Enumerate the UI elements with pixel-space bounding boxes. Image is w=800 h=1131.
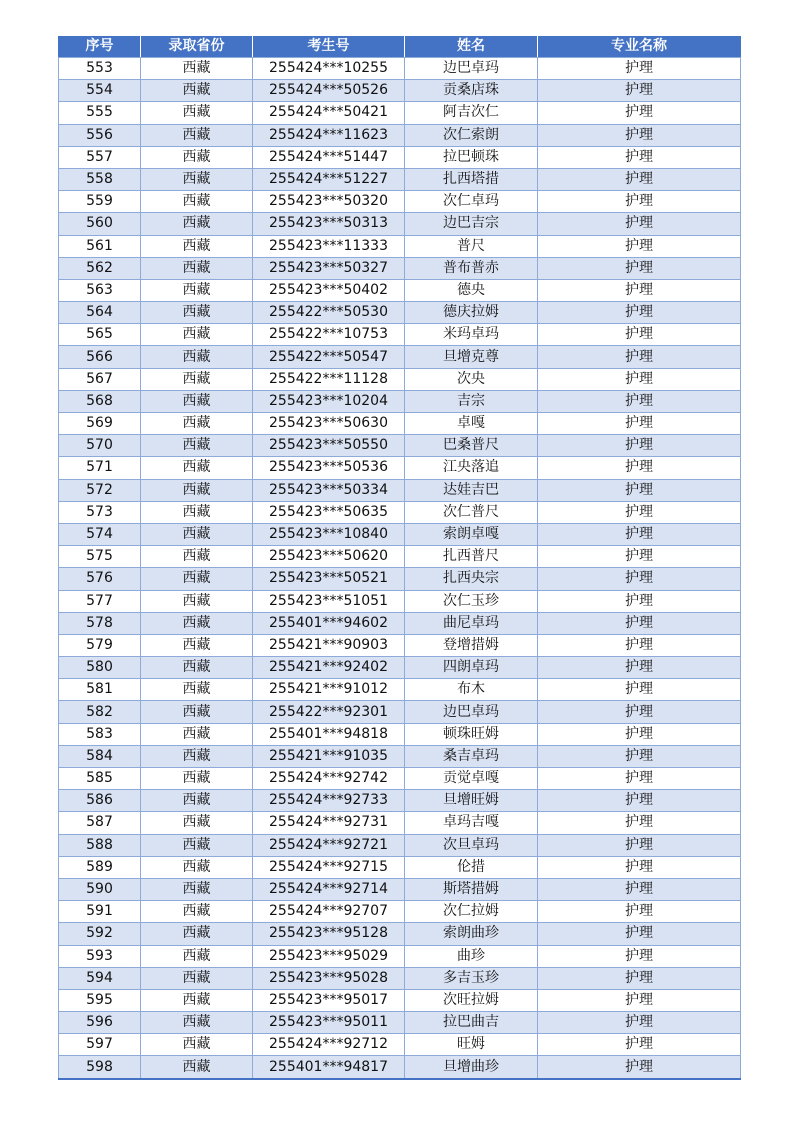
table-row: [59, 501, 741, 523]
name-cell: 次仁玉珍: [405, 590, 538, 612]
province-cell: 西藏: [141, 58, 253, 80]
province-cell: 西藏: [141, 634, 253, 656]
province-cell: 西藏: [141, 923, 253, 945]
table-row: [59, 168, 741, 190]
province-cell: 西藏: [141, 812, 253, 834]
table-row: [59, 191, 741, 213]
major-cell: 护理: [538, 657, 741, 679]
table-row: [59, 146, 741, 168]
major-cell: 护理: [538, 1056, 741, 1079]
major-cell: 护理: [538, 168, 741, 190]
province-cell: 西藏: [141, 146, 253, 168]
candidate-number-cell: 255421***91035: [253, 745, 405, 767]
candidate-number-cell: 255423***50320: [253, 191, 405, 213]
name-cell: 次仁索朗: [405, 124, 538, 146]
name-cell: 布木: [405, 679, 538, 701]
serial-number-cell: 586: [59, 790, 141, 812]
candidate-number-cell: 255423***11333: [253, 235, 405, 257]
header-candidate-number: 考生号: [253, 36, 405, 58]
candidate-number-cell: 255424***51447: [253, 146, 405, 168]
table-row: [59, 723, 741, 745]
table-row: [59, 812, 741, 834]
table-row: [59, 457, 741, 479]
name-cell: 边巴卓玛: [405, 58, 538, 80]
serial-number-cell: 570: [59, 435, 141, 457]
name-cell: 次仁普尺: [405, 501, 538, 523]
candidate-number-cell: 255423***51051: [253, 590, 405, 612]
serial-number-cell: 569: [59, 413, 141, 435]
name-cell: 边巴卓玛: [405, 701, 538, 723]
province-cell: 西藏: [141, 679, 253, 701]
admission-table: [58, 36, 741, 1080]
province-cell: 西藏: [141, 590, 253, 612]
province-cell: 西藏: [141, 479, 253, 501]
name-cell: 德庆拉姆: [405, 302, 538, 324]
province-cell: 西藏: [141, 124, 253, 146]
candidate-number-cell: 255423***10840: [253, 523, 405, 545]
header-major: 专业名称: [538, 36, 741, 58]
serial-number-cell: 562: [59, 257, 141, 279]
province-cell: 西藏: [141, 435, 253, 457]
name-cell: 扎西央宗: [405, 568, 538, 590]
name-cell: 贡觉卓嘎: [405, 768, 538, 790]
serial-number-cell: 563: [59, 279, 141, 301]
table-row: [59, 745, 741, 767]
province-cell: 西藏: [141, 568, 253, 590]
serial-number-cell: 583: [59, 723, 141, 745]
province-cell: 西藏: [141, 501, 253, 523]
table-row: [59, 989, 741, 1011]
name-cell: 次仁拉姆: [405, 901, 538, 923]
major-cell: 护理: [538, 745, 741, 767]
province-cell: 西藏: [141, 390, 253, 412]
major-cell: 护理: [538, 390, 741, 412]
major-cell: 护理: [538, 878, 741, 900]
candidate-number-cell: 255424***92707: [253, 901, 405, 923]
name-cell: 扎西塔措: [405, 168, 538, 190]
table-row: [59, 657, 741, 679]
province-cell: 西藏: [141, 302, 253, 324]
name-cell: 次旺拉姆: [405, 989, 538, 1011]
major-cell: 护理: [538, 634, 741, 656]
serial-number-cell: 589: [59, 856, 141, 878]
table-row: [59, 213, 741, 235]
province-cell: 西藏: [141, 523, 253, 545]
serial-number-cell: 564: [59, 302, 141, 324]
table-row: [59, 856, 741, 878]
serial-number-cell: 591: [59, 901, 141, 923]
major-cell: 护理: [538, 790, 741, 812]
table-row: [59, 1012, 741, 1034]
candidate-number-cell: 255424***92731: [253, 812, 405, 834]
serial-number-cell: 558: [59, 168, 141, 190]
table-row: [59, 523, 741, 545]
major-cell: 护理: [538, 546, 741, 568]
name-cell: 桑吉卓玛: [405, 745, 538, 767]
candidate-number-cell: 255421***92402: [253, 657, 405, 679]
table-row: [59, 390, 741, 412]
name-cell: 次旦卓玛: [405, 834, 538, 856]
candidate-number-cell: 255423***50550: [253, 435, 405, 457]
name-cell: 伦措: [405, 856, 538, 878]
candidate-number-cell: 255401***94818: [253, 723, 405, 745]
name-cell: 德央: [405, 279, 538, 301]
major-cell: 护理: [538, 235, 741, 257]
candidate-number-cell: 255423***95128: [253, 923, 405, 945]
header-name: 姓名: [405, 36, 538, 58]
table-row: [59, 967, 741, 989]
major-cell: 护理: [538, 435, 741, 457]
serial-number-cell: 568: [59, 390, 141, 412]
major-cell: 护理: [538, 80, 741, 102]
serial-number-cell: 561: [59, 235, 141, 257]
province-cell: 西藏: [141, 967, 253, 989]
serial-number-cell: 596: [59, 1012, 141, 1034]
serial-number-cell: 554: [59, 80, 141, 102]
table-row: [59, 346, 741, 368]
serial-number-cell: 579: [59, 634, 141, 656]
candidate-number-cell: 255423***50630: [253, 413, 405, 435]
province-cell: 西藏: [141, 279, 253, 301]
serial-number-cell: 553: [59, 58, 141, 80]
province-cell: 西藏: [141, 1056, 253, 1079]
admission-table-container: [58, 36, 740, 1080]
table-row: [59, 1056, 741, 1079]
name-cell: 达娃吉巴: [405, 479, 538, 501]
name-cell: 旦增曲珍: [405, 1056, 538, 1079]
table-row: [59, 102, 741, 124]
major-cell: 护理: [538, 146, 741, 168]
province-cell: 西藏: [141, 457, 253, 479]
candidate-number-cell: 255423***50327: [253, 257, 405, 279]
table-row: [59, 568, 741, 590]
name-cell: 吉宗: [405, 390, 538, 412]
serial-number-cell: 559: [59, 191, 141, 213]
name-cell: 次央: [405, 368, 538, 390]
header-serial-number: 序号: [59, 36, 141, 58]
serial-number-cell: 571: [59, 457, 141, 479]
serial-number-cell: 595: [59, 989, 141, 1011]
table-row: [59, 368, 741, 390]
serial-number-cell: 597: [59, 1034, 141, 1056]
major-cell: 护理: [538, 1034, 741, 1056]
candidate-number-cell: 255423***10204: [253, 390, 405, 412]
candidate-number-cell: 255423***50620: [253, 546, 405, 568]
province-cell: 西藏: [141, 102, 253, 124]
province-cell: 西藏: [141, 80, 253, 102]
name-cell: 贡桑店珠: [405, 80, 538, 102]
table-row: [59, 634, 741, 656]
candidate-number-cell: 255421***90903: [253, 634, 405, 656]
major-cell: 护理: [538, 102, 741, 124]
name-cell: 旦增旺姆: [405, 790, 538, 812]
candidate-number-cell: 255424***92721: [253, 834, 405, 856]
major-cell: 护理: [538, 945, 741, 967]
name-cell: 拉巴顿珠: [405, 146, 538, 168]
candidate-number-cell: 255423***50536: [253, 457, 405, 479]
table-row: [59, 124, 741, 146]
major-cell: 护理: [538, 368, 741, 390]
name-cell: 旺姆: [405, 1034, 538, 1056]
province-cell: 西藏: [141, 945, 253, 967]
table-header: [59, 36, 741, 58]
table-row: [59, 945, 741, 967]
serial-number-cell: 584: [59, 745, 141, 767]
major-cell: 护理: [538, 923, 741, 945]
province-cell: 西藏: [141, 257, 253, 279]
province-cell: 西藏: [141, 612, 253, 634]
candidate-number-cell: 255423***50313: [253, 213, 405, 235]
header-admission-province: 录取省份: [141, 36, 253, 58]
province-cell: 西藏: [141, 657, 253, 679]
table-row: [59, 590, 741, 612]
table-row: [59, 701, 741, 723]
name-cell: 次仁卓玛: [405, 191, 538, 213]
major-cell: 护理: [538, 989, 741, 1011]
serial-number-cell: 566: [59, 346, 141, 368]
header-row: [59, 36, 741, 58]
candidate-number-cell: 255424***50421: [253, 102, 405, 124]
candidate-number-cell: 255424***11623: [253, 124, 405, 146]
candidate-number-cell: 255424***51227: [253, 168, 405, 190]
table-row: [59, 834, 741, 856]
name-cell: 索朗曲珍: [405, 923, 538, 945]
table-row: [59, 302, 741, 324]
major-cell: 护理: [538, 279, 741, 301]
major-cell: 护理: [538, 590, 741, 612]
province-cell: 西藏: [141, 745, 253, 767]
major-cell: 护理: [538, 457, 741, 479]
major-cell: 护理: [538, 413, 741, 435]
serial-number-cell: 556: [59, 124, 141, 146]
table-row: [59, 58, 741, 80]
province-cell: 西藏: [141, 324, 253, 346]
name-cell: 曲尼卓玛: [405, 612, 538, 634]
table-row: [59, 612, 741, 634]
table-row: [59, 1034, 741, 1056]
major-cell: 护理: [538, 679, 741, 701]
major-cell: 护理: [538, 834, 741, 856]
name-cell: 普尺: [405, 235, 538, 257]
major-cell: 护理: [538, 612, 741, 634]
province-cell: 西藏: [141, 413, 253, 435]
candidate-number-cell: 255423***50521: [253, 568, 405, 590]
province-cell: 西藏: [141, 235, 253, 257]
province-cell: 西藏: [141, 723, 253, 745]
table-row: [59, 80, 741, 102]
province-cell: 西藏: [141, 701, 253, 723]
major-cell: 护理: [538, 479, 741, 501]
name-cell: 登增措姆: [405, 634, 538, 656]
table-row: [59, 257, 741, 279]
major-cell: 护理: [538, 967, 741, 989]
table-body: [59, 58, 741, 1079]
serial-number-cell: 585: [59, 768, 141, 790]
candidate-number-cell: 255424***50526: [253, 80, 405, 102]
major-cell: 护理: [538, 124, 741, 146]
candidate-number-cell: 255422***10753: [253, 324, 405, 346]
serial-number-cell: 580: [59, 657, 141, 679]
major-cell: 护理: [538, 324, 741, 346]
candidate-number-cell: 255422***11128: [253, 368, 405, 390]
serial-number-cell: 555: [59, 102, 141, 124]
province-cell: 西藏: [141, 546, 253, 568]
province-cell: 西藏: [141, 368, 253, 390]
name-cell: 江央落追: [405, 457, 538, 479]
province-cell: 西藏: [141, 1034, 253, 1056]
province-cell: 西藏: [141, 191, 253, 213]
province-cell: 西藏: [141, 768, 253, 790]
serial-number-cell: 578: [59, 612, 141, 634]
major-cell: 护理: [538, 191, 741, 213]
major-cell: 护理: [538, 723, 741, 745]
major-cell: 护理: [538, 58, 741, 80]
major-cell: 护理: [538, 257, 741, 279]
major-cell: 护理: [538, 346, 741, 368]
serial-number-cell: 567: [59, 368, 141, 390]
serial-number-cell: 594: [59, 967, 141, 989]
candidate-number-cell: 255401***94817: [253, 1056, 405, 1079]
candidate-number-cell: 255423***95011: [253, 1012, 405, 1034]
table-row: [59, 901, 741, 923]
serial-number-cell: 590: [59, 878, 141, 900]
serial-number-cell: 592: [59, 923, 141, 945]
candidate-number-cell: 255422***50530: [253, 302, 405, 324]
name-cell: 卓嘎: [405, 413, 538, 435]
province-cell: 西藏: [141, 856, 253, 878]
province-cell: 西藏: [141, 1012, 253, 1034]
name-cell: 多吉玉珍: [405, 967, 538, 989]
name-cell: 卓玛吉嘎: [405, 812, 538, 834]
name-cell: 旦增克尊: [405, 346, 538, 368]
serial-number-cell: 593: [59, 945, 141, 967]
candidate-number-cell: 255422***92301: [253, 701, 405, 723]
major-cell: 护理: [538, 701, 741, 723]
candidate-number-cell: 255423***50635: [253, 501, 405, 523]
name-cell: 扎西普尺: [405, 546, 538, 568]
name-cell: 米玛卓玛: [405, 324, 538, 346]
province-cell: 西藏: [141, 989, 253, 1011]
candidate-number-cell: 255423***50402: [253, 279, 405, 301]
major-cell: 护理: [538, 213, 741, 235]
candidate-number-cell: 255424***92715: [253, 856, 405, 878]
name-cell: 边巴吉宗: [405, 213, 538, 235]
name-cell: 阿吉次仁: [405, 102, 538, 124]
province-cell: 西藏: [141, 901, 253, 923]
serial-number-cell: 588: [59, 834, 141, 856]
table-row: [59, 279, 741, 301]
candidate-number-cell: 255401***94602: [253, 612, 405, 634]
province-cell: 西藏: [141, 790, 253, 812]
major-cell: 护理: [538, 302, 741, 324]
name-cell: 普布普赤: [405, 257, 538, 279]
serial-number-cell: 565: [59, 324, 141, 346]
major-cell: 护理: [538, 501, 741, 523]
name-cell: 曲珍: [405, 945, 538, 967]
candidate-number-cell: 255424***10255: [253, 58, 405, 80]
province-cell: 西藏: [141, 213, 253, 235]
province-cell: 西藏: [141, 834, 253, 856]
candidate-number-cell: 255423***50334: [253, 479, 405, 501]
candidate-number-cell: 255423***95017: [253, 989, 405, 1011]
table-row: [59, 479, 741, 501]
table-row: [59, 235, 741, 257]
serial-number-cell: 577: [59, 590, 141, 612]
candidate-number-cell: 255424***92712: [253, 1034, 405, 1056]
serial-number-cell: 587: [59, 812, 141, 834]
serial-number-cell: 598: [59, 1056, 141, 1079]
serial-number-cell: 572: [59, 479, 141, 501]
table-row: [59, 435, 741, 457]
serial-number-cell: 560: [59, 213, 141, 235]
name-cell: 四朗卓玛: [405, 657, 538, 679]
table-row: [59, 546, 741, 568]
major-cell: 护理: [538, 768, 741, 790]
province-cell: 西藏: [141, 168, 253, 190]
serial-number-cell: 581: [59, 679, 141, 701]
name-cell: 索朗卓嘎: [405, 523, 538, 545]
table-row: [59, 878, 741, 900]
name-cell: 斯塔措姆: [405, 878, 538, 900]
table-row: [59, 413, 741, 435]
candidate-number-cell: 255421***91012: [253, 679, 405, 701]
table-row: [59, 768, 741, 790]
name-cell: 顿珠旺姆: [405, 723, 538, 745]
serial-number-cell: 573: [59, 501, 141, 523]
candidate-number-cell: 255423***95029: [253, 945, 405, 967]
serial-number-cell: 576: [59, 568, 141, 590]
major-cell: 护理: [538, 568, 741, 590]
serial-number-cell: 574: [59, 523, 141, 545]
table-row: [59, 923, 741, 945]
major-cell: 护理: [538, 523, 741, 545]
serial-number-cell: 582: [59, 701, 141, 723]
candidate-number-cell: 255424***92742: [253, 768, 405, 790]
province-cell: 西藏: [141, 346, 253, 368]
table-row: [59, 324, 741, 346]
serial-number-cell: 575: [59, 546, 141, 568]
serial-number-cell: 557: [59, 146, 141, 168]
major-cell: 护理: [538, 1012, 741, 1034]
province-cell: 西藏: [141, 878, 253, 900]
name-cell: 拉巴曲吉: [405, 1012, 538, 1034]
major-cell: 护理: [538, 856, 741, 878]
candidate-number-cell: 255424***92733: [253, 790, 405, 812]
candidate-number-cell: 255424***92714: [253, 878, 405, 900]
candidate-number-cell: 255423***95028: [253, 967, 405, 989]
table-row: [59, 679, 741, 701]
candidate-number-cell: 255422***50547: [253, 346, 405, 368]
major-cell: 护理: [538, 901, 741, 923]
major-cell: 护理: [538, 812, 741, 834]
name-cell: 巴桑普尺: [405, 435, 538, 457]
table-row: [59, 790, 741, 812]
